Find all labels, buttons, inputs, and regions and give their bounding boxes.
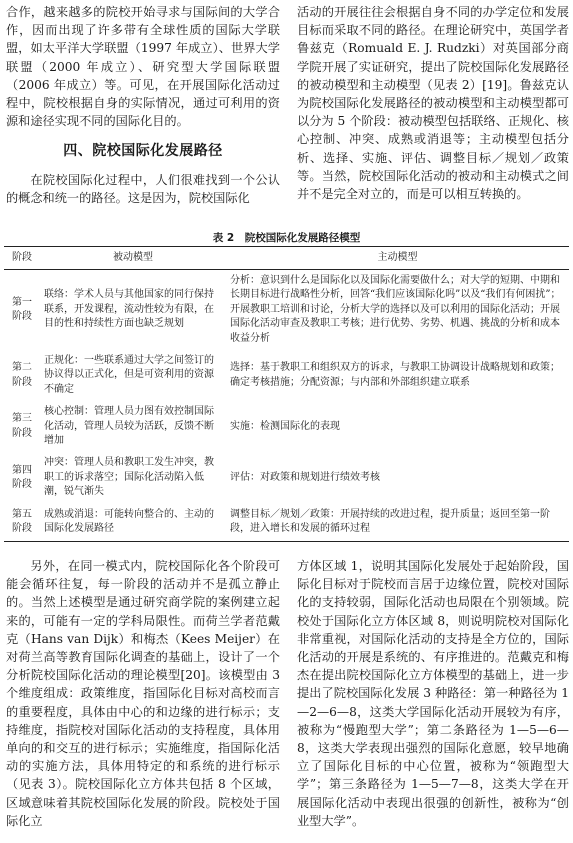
bottom-right-column	[297, 557, 569, 830]
cell-active: 评估：对政策和规划进行绩效考核	[230, 471, 380, 483]
path-model-table	[4, 246, 569, 542]
cell-active: 调整目标／规划／政策：开展持续的改进过程，提升质量；返回至第一阶段，进入增长和发展的循环过程	[226, 504, 569, 541]
cell-passive: 联络：学术人员与其他国家的同行保持联系，开发课程，流动性较为有限，在目的性和持续性方面也缺乏规划	[44, 289, 214, 330]
cell-active: 分析：意识到什么是国际化以及国际化需要做什么；对大学的短期、中期和长期目标进行战略性分析，回答“我们应该国际化吗”以及“我们有何困扰”；开展教职工培训和讨论，分析大学的选择以及可以利用的国际化活动；开展国际化活动审查及教职工考核；进行优势、劣势、机遇、挑战的分析和成本收益分析	[230, 275, 561, 344]
header-passive: 被动模型	[40, 247, 226, 270]
paragraph: 方体区域 1，说明其国际化发展处于起始阶段，国际化目标对于院校而言居于边缘位置，院校对国际化的支持较弱，国际化活动也局限在个别领域。院校处于国际化立方体区域 8，则说明院校对国际化非常重视，对国际化活动的支持是全方位的，国际化活动的开展是系统的、有序推进的。范戴克和梅杰在提出院校国际化立方体模型的基础上，进一步提出了院校国际化发展 3 种路径：第一种路径为 1—2—6—8，这类大学国际化活动开展较为有序，被称为“慢跑型大学”；第二条路径为 1—5—6—8，这类大学表现出强烈的国际化意愿，较早地确立了国际化目标的中心位置，被称为“领跑型大学”；第三条路径为 1—5—7—8，这类大学在开展国际化活动中表现出很强的创新性，被称为“创业型大学”。	[297, 559, 569, 828]
cell-passive: 核心控制：管理人员力图有效控制国际化活动，管理人员较为活跃，反馈不断增加	[44, 406, 214, 447]
paragraph: 在院校国际化过程中，人们很难找到一个公认的概念和统一的路径。这是因为，院校国际化	[6, 172, 280, 205]
cell-stage: 第二阶段	[12, 362, 32, 388]
header-stage: 阶段	[4, 247, 40, 270]
table-caption: 表 2 院校国际化发展路径模型	[212, 232, 361, 244]
cell-stage: 第三阶段	[12, 413, 32, 439]
cell-stage: 第五阶段	[4, 504, 40, 541]
table-row	[4, 504, 569, 541]
cell-passive: 正规化：一些联系通过大学之间签订的协议得以正式化，但是可资利用的资源不确定	[44, 355, 214, 395]
cell-passive: 成熟或消退：可能转向整合的、主动的国际化发展路径	[40, 504, 226, 541]
cell-stage: 第四阶段	[12, 464, 32, 491]
paragraph: 活动的开展往往会根据自身不同的办学定位和发展目标而采取不同的路径。在理论研究中，英国学者鲁兹克（Romuald E. J. Rudzki）对英国部分商学院开展了实证研究，提出了院校国际化发展路径的被动模型和主动模型（见表 2）[19]。鲁兹克认为院校国际化发展路径的被动模型和主动模型都可以分为 5 个阶段：被动模型包括联络、正规化、核心控制、冲突、成熟或消退等；主动模型包括分析、选择、实施、评估、调整目标／规划／政策等。当然，院校国际化活动的被动和主动模式之间并不是完全对立的，而是可以相互转换的。	[297, 5, 569, 202]
cell-passive: 冲突：管理人员和教职工发生冲突，教职工的诉求落空；国际化活动陷入低潮，锐气渐失	[44, 457, 214, 498]
paragraph: 合作，越来越多的院校开始寻求与国际间的大学合作，因而出现了许多带有全球性质的国际大学联盟，如太平洋大学联盟（1997 年成立）、世界大学联盟（2000 年成立）、研究型大学国际联盟（2006 年成立）等。可见，在开展国际化活动过程中，院校根据自身的实际情况，通过可利用的资源和途径实现不同的国际化目的。	[6, 5, 280, 129]
top-left-column	[6, 3, 280, 207]
section-heading: 四、院校国际化发展路径	[63, 143, 223, 160]
top-right-column	[297, 3, 569, 203]
bottom-left-column	[6, 557, 280, 830]
cell-active: 实施：检测国际化的表现	[230, 420, 340, 432]
table-row	[4, 270, 569, 351]
table-row	[4, 401, 569, 452]
cell-active: 选择：基于教职工和组织双方的诉求，与教职工协调设计战略规划和政策；确定考核措施；分配资源；与内部和外部组织建立联系	[230, 362, 560, 388]
table-header-row	[4, 247, 569, 270]
paragraph: 另外，在同一模式内，院校国际化各个阶段可能会循环往复，每一阶段的活动并不是孤立静止的。当然上述模型是通过研究商学院的案例建立起来的，可能有一定的学科局限性。而荷兰学者范戴克（Hans van Dijk）和梅杰（Kees Meijer）在对荷兰高等教育国际化调查的基础上，设计了一个分析院校国际化活动的理论模型[20]。该模型由 3 个维度组成：政策维度，指国际化目标对高校而言的重要程度，具体由中心的和边缘的进行标示；支持维度，指院校对国际化活动的支持程度，具体用单向的和交互的进行标示；实施维度，指国际化活动的实施方法，具体用特定的和系统的进行标示（见表 3）。院校国际化立方体共包括 8 个区域，区域意味着其院校国际化发展的阶段。院校处于国际化立	[6, 559, 280, 828]
cell-stage: 第一阶段	[12, 296, 32, 323]
table-row	[4, 452, 569, 503]
header-active: 主动模型	[226, 247, 569, 270]
table-row	[4, 350, 569, 401]
